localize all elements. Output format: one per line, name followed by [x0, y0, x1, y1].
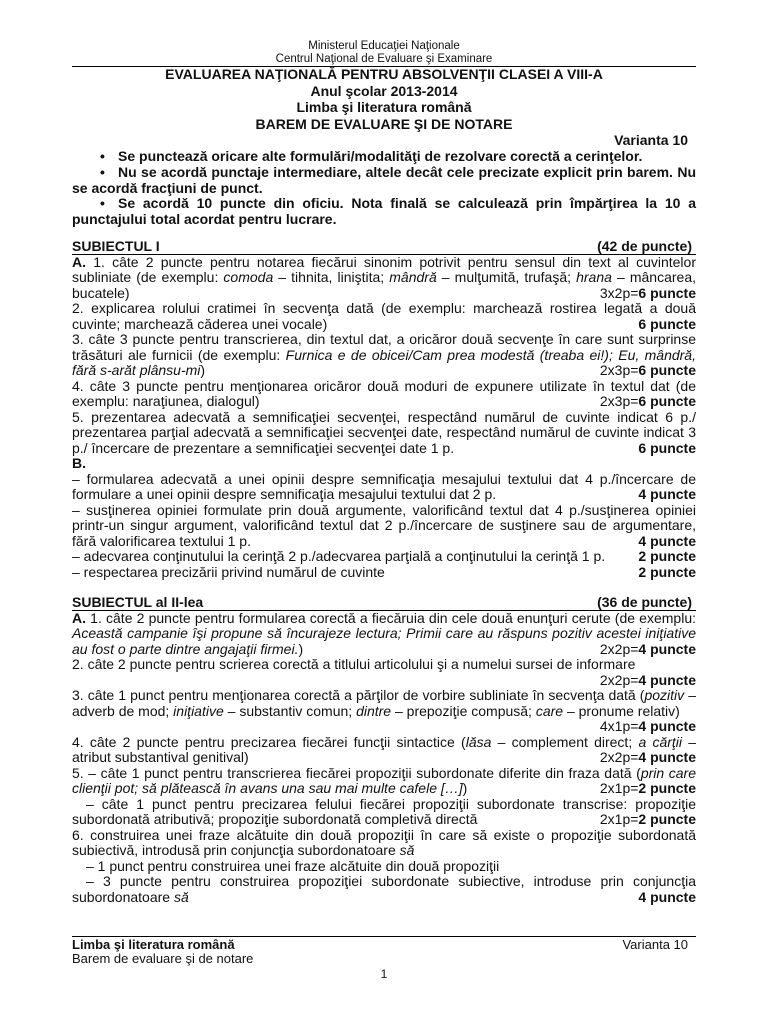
grading-item — [72, 766, 696, 797]
italic-example-text: iniţiative — [173, 702, 224, 719]
section-points: (36 de puncte) — [597, 594, 692, 611]
exam-title: EVALUAREA NAŢIONALĂ PENTRU ABSOLVENŢII CLASEI A VIII-A — [165, 66, 603, 82]
item-text: – formularea adecvată a unei opinii despre semnificaţia mesajului textului dat 4 p./încercare de formulare a unei opinii despre semnificaţia mesajului textului dat 2 p. — [72, 470, 696, 503]
item-text: 1. câte 2 puncte pentru formularea corectă a fiecăruia din cele două enunţuri cerute (de exemplu: — [90, 609, 696, 626]
italic-example-text: comoda — [223, 269, 274, 286]
italic-example-text: Furnica e de obicei/Cam prea modestă (treaba ei!); Eu, mândră, fără s-arăt plânsu-mi — [72, 346, 696, 379]
grading-item — [72, 657, 696, 688]
item-score — [600, 719, 696, 735]
item-text: 5. prezentarea adecvată a semnificaţiei secvenţei, respectând numărul de cuvinte indicat 6 p./ prezentarea parţial adecvată a semnificaţiei secvenţei date, respectând numărul de cuvinte indicat 3 p./ încercare de prezentare a semnificaţiei secvenţei date 1 p. — [72, 408, 696, 456]
general-rules — [72, 149, 696, 228]
score-points: 4 puncte — [638, 486, 696, 503]
score-points: 4 puncte — [638, 749, 696, 766]
item-text: ) — [298, 640, 304, 657]
grading-item — [72, 688, 696, 735]
item-score — [600, 781, 696, 797]
grading-item — [72, 301, 696, 332]
evaluation-center-name: Centrul Naţional de Evaluare şi Examinare — [275, 53, 493, 65]
rule-text: Se punctează oricare alte formulări/modalităţi de rezolvare corectă a cerinţelor. — [118, 148, 643, 164]
grading-item — [72, 859, 696, 875]
subject-name: Limba şi literatura română — [296, 99, 472, 115]
grading-item — [72, 611, 696, 658]
item-text: 4. câte 3 puncte pentru menţionarea oricăror două moduri de expunere utilizate în textul dat (de exemplu: naraţiunea, dialogul) — [72, 377, 696, 410]
italic-example-text: să — [399, 842, 415, 859]
score-points: 4 puncte — [638, 888, 696, 905]
item-text: – adverb de mod; — [72, 687, 696, 719]
score-calculation: 2x2p= — [599, 671, 639, 688]
footer-variant: Varianta 10 — [622, 937, 688, 952]
score-calculation: 2x3p= — [599, 393, 639, 410]
grading-item — [72, 874, 696, 905]
italic-example-text: hrana — [576, 269, 612, 286]
italic-example-text: mândră — [389, 269, 437, 286]
item-text: – complement direct; — [491, 733, 639, 750]
item-score — [638, 890, 696, 906]
item-score — [638, 549, 696, 565]
document-title-block — [72, 66, 696, 149]
item-score — [600, 642, 696, 658]
grading-item — [72, 456, 696, 472]
footer-row — [72, 938, 696, 952]
item-text: – 1 punct pentru construirea unei fraze alcătuite din două propoziţii — [86, 857, 500, 874]
section-subiectul-2 — [72, 595, 696, 905]
item-score — [638, 565, 696, 581]
grading-item — [72, 735, 696, 766]
document-type: BAREM DE EVALUARE ŞI DE NOTARE — [255, 115, 513, 132]
bullet-icon — [100, 149, 118, 165]
institution-header — [72, 40, 696, 67]
variant-number: Varianta 10 — [614, 132, 688, 148]
item-label: A. — [72, 609, 86, 626]
section-items — [72, 611, 696, 906]
score-points: 6 puncte — [638, 362, 696, 379]
score-points: 6 puncte — [638, 284, 696, 301]
school-year: Anul şcolar 2013-2014 — [310, 82, 458, 99]
grading-item — [72, 255, 696, 302]
item-score — [600, 286, 696, 302]
section-points: (42 de puncte) — [597, 238, 692, 255]
item-text: – substantiv comun; — [223, 702, 357, 719]
rule-text: Nu se acordă punctaje intermediare, altele decât cele precizate explicit prin barem. Nu se acordă fracţiuni de punct. — [72, 163, 696, 196]
score-points: 4 puncte — [638, 640, 696, 657]
italic-example-text: dintre — [356, 702, 392, 719]
item-text: ) — [462, 780, 468, 797]
grading-item — [72, 379, 696, 410]
item-text: 6. construirea unei fraze alcătuite din două propoziţii în care să existe o propoziţie subordonată subiectivă, introdusă prin conjuncţia subordonatoare — [72, 826, 696, 859]
grading-item — [72, 549, 696, 565]
score-points: 2 puncte — [638, 548, 696, 565]
item-text: – susţinerea opiniei formulate prin două argumente, valorificând textul dat 4 p./susţinerea opiniei printr-un singur argument, valorificând textul dat 2 p./încercare de susţinere sau de argumentare, fără valorificarea textului 1 p. — [72, 501, 696, 549]
section-heading — [72, 239, 696, 255]
item-score — [600, 394, 696, 410]
item-score — [600, 673, 696, 689]
grading-item — [72, 503, 696, 550]
item-text: – tihnita, liniştita; — [273, 269, 390, 286]
item-text: – mulţumită, trufaşă; — [436, 269, 577, 286]
item-label: B. — [72, 455, 86, 472]
italic-example-text: lăsa — [465, 733, 492, 750]
score-calculation: 2x1p= — [599, 811, 639, 828]
section-heading — [72, 595, 696, 611]
page-number: 1 — [380, 967, 388, 981]
item-text: 3. câte 1 punct pentru menţionarea corectă a părţilor de vorbire subliniate în secvenţa dată ( — [72, 687, 645, 704]
item-text: – prepoziţie compusă; — [391, 702, 536, 719]
score-points: 6 puncte — [638, 315, 696, 332]
section-title: SUBIECTUL al II-lea — [72, 594, 204, 611]
section-items — [72, 255, 696, 581]
section-title: SUBIECTUL I — [72, 238, 160, 255]
grading-rule — [72, 149, 696, 165]
item-text: 3. câte 3 puncte pentru transcrierea, din textul dat, a oricăror două secvenţe în care sunt surprinse trăsături ale furnicii (de exemplu: — [72, 331, 696, 363]
score-points: 4 puncte — [638, 532, 696, 549]
italic-example-text: a cărţii — [638, 733, 682, 750]
score-calculation: 2x2p= — [599, 640, 639, 657]
score-calculation: 2x2p= — [599, 749, 639, 766]
item-text: – adecvarea conţinutului la cerinţă 2 p./adecvarea parţială a conţinutului la cerinţă 1 p. — [72, 548, 606, 565]
item-text: – câte 1 punct pentru precizarea felului fiecărei propoziţii subordonate transcrise: propoziţie subordonată atributivă; propoziţie subordonată completivă directă — [72, 795, 696, 828]
item-text: – atribut substantival genitival) — [72, 733, 697, 766]
score-points: 2 puncte — [638, 780, 696, 797]
bullet-icon — [100, 196, 118, 212]
score-calculation: 3x2p= — [599, 284, 639, 301]
section-subiectul-1 — [72, 239, 696, 580]
footer-subject: Limba şi literatura română — [72, 937, 235, 952]
item-score — [600, 812, 696, 828]
ministry-name: Ministerul Educaţiei Naţionale — [308, 40, 460, 52]
grading-item — [72, 797, 696, 828]
score-points: 6 puncte — [638, 439, 696, 456]
item-text: – pronume relativ) — [563, 702, 680, 719]
grading-item — [72, 828, 696, 859]
score-points: 6 puncte — [638, 393, 696, 410]
rule-text: Se acordă 10 puncte din oficiu. Nota finală se calculează prin împărţirea la 10 a punctajului total acordat pentru lucrare. — [72, 195, 696, 227]
bullet-icon — [100, 165, 118, 181]
item-text: 2. explicarea rolului cratimei în secvenţa dată (de exemplu: marchează rostirea legată a două cuvinte; marchează căderea unei vocale) — [72, 300, 696, 332]
grading-item — [72, 472, 696, 503]
score-points: 4 puncte — [638, 718, 696, 735]
item-text: – respectarea precizării privind numărul de cuvinte — [72, 563, 385, 580]
grading-rule — [72, 165, 696, 197]
score-points: 2 puncte — [638, 811, 696, 828]
footer-document-type: Barem de evaluare şi de notare — [72, 951, 254, 966]
item-label: A. — [72, 253, 86, 270]
item-score — [638, 441, 696, 457]
item-score — [638, 534, 696, 550]
item-text: 2. câte 2 puncte pentru scrierea corectă a titlului articolului şi a numelui sursei de informare — [72, 656, 636, 673]
score-calculation: 2x3p= — [599, 362, 639, 379]
italic-example-text: Această campanie îşi propune să încurajeze lectura; Primii care au răspuns pozitiv acestei iniţiative au fost o parte dintre angajaţii firmei. — [72, 625, 696, 657]
score-calculation: 2x1p= — [599, 780, 639, 797]
page-footer — [72, 936, 696, 966]
grading-item — [72, 410, 696, 457]
document-body — [72, 66, 696, 905]
italic-example-text: prin care clienţii pot; să plătească în avans una sau mai multe cafele […] — [72, 764, 696, 797]
grading-item — [72, 565, 696, 581]
item-score — [638, 317, 696, 333]
score-calculation: 4x1p= — [599, 718, 639, 735]
item-text: – mâncarea, bucatele) — [72, 269, 696, 301]
item-text: 5. – câte 1 punct pentru transcrierea fiecărei propoziţii subordonate diferite din fraza dată ( — [72, 764, 641, 781]
score-points: 4 puncte — [638, 671, 696, 688]
italic-example-text: pozitiv — [644, 687, 685, 704]
score-points: 2 puncte — [638, 563, 696, 580]
grading-item — [72, 332, 696, 379]
item-text: 1. câte 2 puncte pentru notarea fiecărui sinonim potrivit pentru sensul din text al cuvintelor subliniate (de exemplu: — [72, 253, 696, 286]
item-text: – 3 puncte pentru construirea propoziţiei subordonate subiective, introduse prin conjuncţia subordonatoare — [72, 873, 696, 905]
item-text: ) — [200, 362, 206, 379]
italic-example-text: să — [173, 888, 189, 905]
item-score — [600, 750, 696, 766]
item-score — [638, 487, 696, 503]
grading-rule — [72, 196, 696, 228]
italic-example-text: care — [535, 702, 564, 719]
item-text: 4. câte 2 puncte pentru precizarea fiecărei funcţii sintactice ( — [72, 733, 466, 750]
item-score — [600, 363, 696, 379]
